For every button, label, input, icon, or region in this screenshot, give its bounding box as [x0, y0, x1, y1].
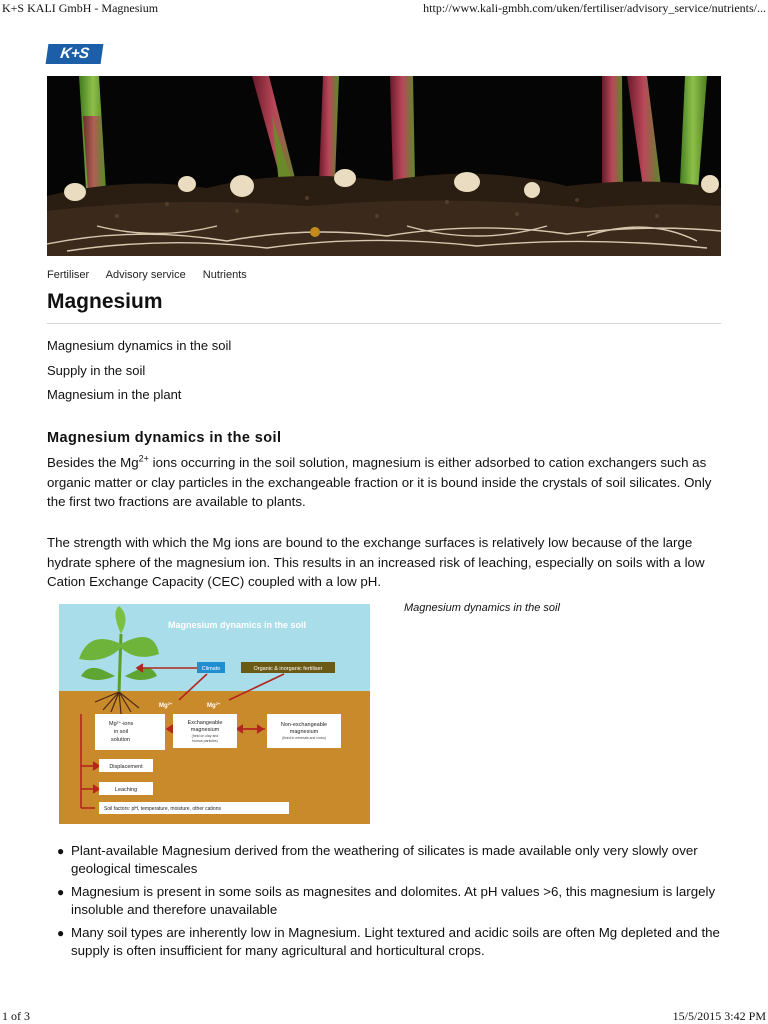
- paragraph-mg-leaching: The strength with which the Mg ions are bound to the exchange surfaces is relatively low because of the large hydrate sphere of the magnesium ion. This results in an increased risk of leaching, especially on soils with a low Cation Exchange Capacity (CEC) coupled with a low pH.: [47, 535, 705, 589]
- ks-logo[interactable]: K+S: [46, 44, 104, 64]
- box-mg-ions: [95, 714, 165, 750]
- figure-caption: Magnesium dynamics in the soil: [404, 602, 560, 614]
- print-header: [0, 0, 768, 16]
- svg-text:(fixed in minerals and rocks): (fixed in minerals and rocks): [282, 736, 326, 740]
- mg-ion-left: $Mg^{2+}$: [159, 700, 173, 709]
- mg-ion-right: $Mg^{2+}$: [207, 700, 221, 709]
- svg-text:magnesium: magnesium: [289, 729, 319, 735]
- toc-link-supply[interactable]: Supply in the soil: [47, 362, 146, 378]
- info-bullet-list: [47, 842, 727, 965]
- print-footer: [0, 1008, 768, 1024]
- list-item: ● Plant-available Magnesium derived from the weathering of silicates is made available only very slowly over geological timescales: [57, 843, 698, 876]
- table-of-contents: [47, 338, 231, 412]
- svg-text:humus particles): humus particles): [192, 739, 218, 743]
- svg-text:Soil factors: pH, temperature,: Soil factors: pH, temperature, moisture, other cations: [104, 806, 221, 812]
- print-footer-page: 1 of 3: [2, 1009, 30, 1023]
- bullet-icon: ●: [57, 926, 65, 940]
- svg-text:Non-exchangeable: Non-exchangeable: [280, 722, 328, 728]
- climate-label: Climate: [201, 666, 221, 672]
- paragraph-mg-fractions: [47, 453, 727, 512]
- diagram-title: Magnesium dynamics in the soil: [167, 620, 307, 630]
- section-heading: Magnesium dynamics in the soil: [47, 430, 282, 446]
- breadcrumb-fertiliser[interactable]: Fertiliser: [47, 269, 90, 281]
- list-item: ● Magnesium is present in some soils as magnesites and dolomites. At pH values >6, this magnesium is largely insoluble and therefore unavailable: [57, 884, 716, 917]
- hero-image: [47, 76, 721, 256]
- bullet-icon: ●: [57, 885, 65, 899]
- fertiliser-label: Organic & inorganic fertiliser: [253, 666, 323, 672]
- svg-text:Mg²⁺-ions: Mg²⁺-ions: [109, 721, 134, 727]
- bullet-icon: ●: [57, 844, 65, 858]
- list-item: ● Many soil types are inherently low in Magnesium. Light textured and acidic soils are often Mg depleted and the supply is often insufficient for many agricultural and horticultural crops.: [57, 925, 720, 958]
- breadcrumb-advisory-service[interactable]: Advisory service: [105, 269, 186, 281]
- para1-text-end: ions occurring in the soil solution, magnesium is either adsorbed to cation exchangers such as organic matter or clay particles in the exchangeable fraction or it is bound inside the crystals of soil silicates. Only the first two fractions are available to plants.: [47, 455, 712, 509]
- mg-dynamics-diagram: [59, 604, 370, 824]
- page-title: Magnesium: [47, 290, 163, 313]
- title-divider: [47, 323, 721, 324]
- svg-text:magnesium: magnesium: [190, 727, 220, 733]
- breadcrumb-nutrients[interactable]: Nutrients: [202, 269, 247, 281]
- breadcrumb: [47, 269, 261, 281]
- toc-link-plant[interactable]: Magnesium in the plant: [47, 387, 182, 402]
- para1-superscript: 2+: [138, 453, 149, 464]
- svg-text:in soil: in soil: [114, 729, 129, 735]
- print-header-url: http://www.kali-gmbh.com/uken/fertiliser/advisory_service/nutrients/...: [423, 1, 766, 15]
- print-footer-datetime: 15/5/2015 3:42 PM: [672, 1009, 766, 1023]
- svg-text:Leaching: Leaching: [114, 787, 138, 793]
- svg-text:Exchangeable: Exchangeable: [187, 720, 223, 726]
- svg-text:Displacement: Displacement: [109, 764, 143, 770]
- para1-text-start: Besides the Mg: [47, 455, 139, 470]
- svg-text:solution: solution: [111, 737, 130, 743]
- plant-roots-photo: [47, 76, 721, 256]
- print-header-title: K+S KALI GmbH - Magnesium: [2, 1, 159, 15]
- svg-text:(held on clay and: (held on clay and: [191, 734, 219, 738]
- toc-link-dynamics[interactable]: Magnesium dynamics in the soil: [47, 338, 232, 353]
